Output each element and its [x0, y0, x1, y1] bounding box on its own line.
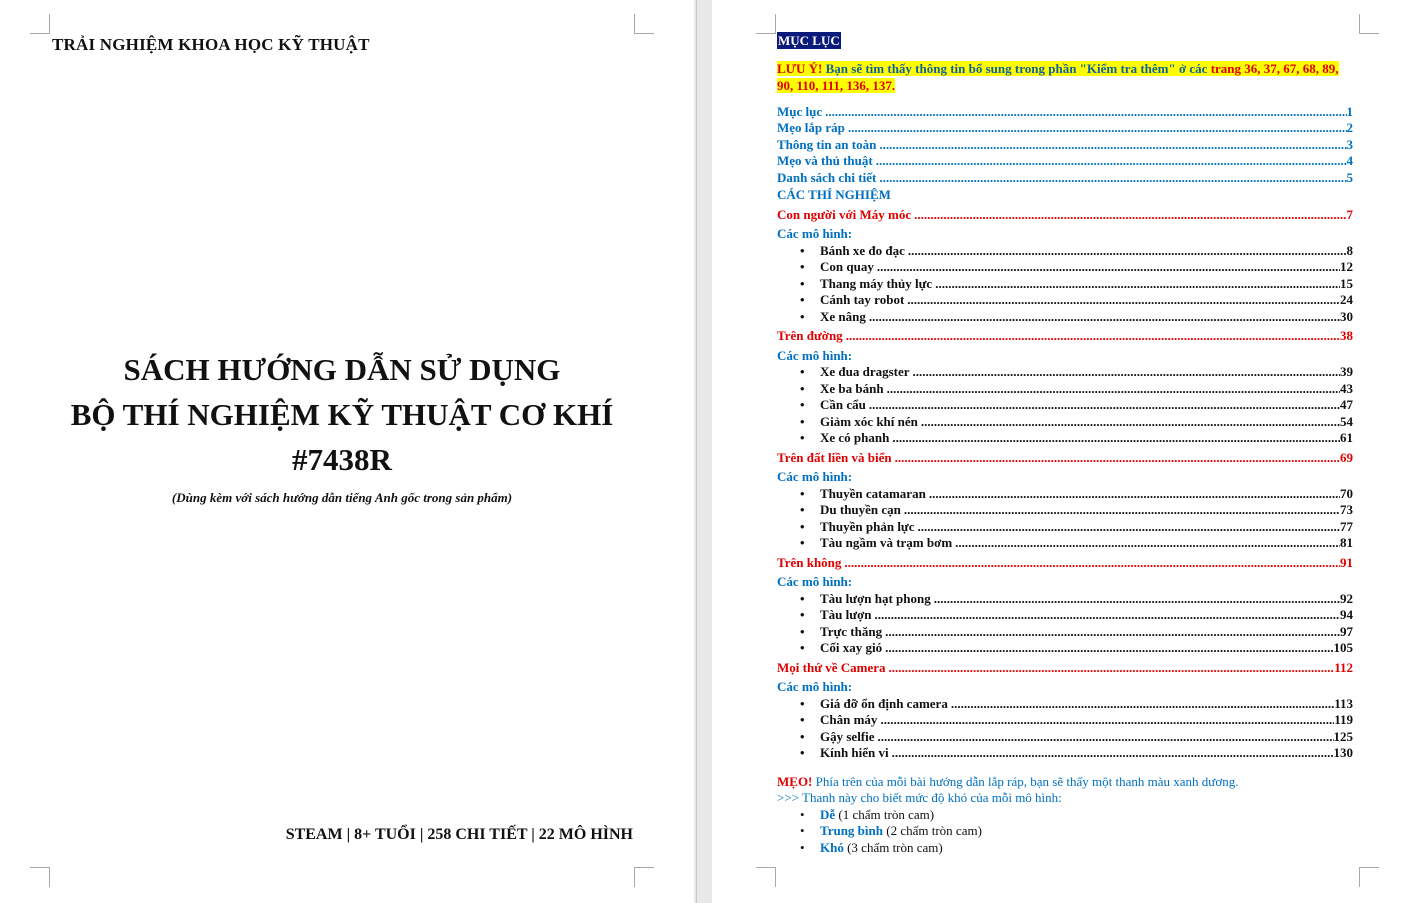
- toc-model-entry[interactable]: [777, 309, 1353, 326]
- toc-title: MỤC LỤC: [778, 33, 840, 48]
- difficulty-level-name: Trung bình: [820, 823, 883, 838]
- toc-entry-label: • Xe có phanh: [820, 430, 890, 445]
- crop-mark-bottom-left: [30, 867, 50, 887]
- cover-title-line-2: BỘ THÍ NGHIỆM KỸ THUẬT CƠ KHÍ: [70, 397, 614, 432]
- toc-entry-page: 105: [1333, 640, 1353, 655]
- difficulty-levels: [777, 807, 1353, 857]
- toc-entry-main[interactable]: [777, 137, 1353, 154]
- toc-dot-leader: [879, 170, 1346, 187]
- toc-entry-label: Mục lục: [777, 103, 823, 119]
- toc-entry-page: 113: [1334, 695, 1353, 711]
- toc-entry-page: 97: [1340, 623, 1353, 639]
- cover-footer: STEAM | 8+ TUỔI | 258 CHI TIẾT | 22 MÔ HÌNH: [285, 826, 633, 843]
- toc-dot-leader: [908, 243, 1347, 260]
- toc-note: [777, 60, 1353, 95]
- models-heading: Các mô hình:: [777, 574, 853, 589]
- crop-mark-top-left: [30, 14, 50, 34]
- note-prefix: LƯU Ý!: [777, 60, 823, 76]
- toc-entry-page: 8: [1346, 242, 1353, 258]
- toc-entry-main[interactable]: [777, 104, 1353, 121]
- crop-mark-bottom-right: [1359, 867, 1379, 887]
- toc-entry-page: 91: [1340, 554, 1353, 570]
- difficulty-level-item: [777, 807, 1353, 824]
- toc-entry-main[interactable]: [777, 153, 1353, 170]
- toc-entry-label: • Giảm xóc khí nén: [820, 413, 918, 429]
- models-heading: Các mô hình:: [777, 226, 853, 241]
- toc-section-entry[interactable]: [777, 555, 1353, 572]
- toc-model-entry[interactable]: [777, 430, 1353, 447]
- toc-model-entry[interactable]: [777, 519, 1353, 536]
- toc-dot-leader: [846, 328, 1340, 345]
- toc-entry-page: 39: [1340, 364, 1353, 379]
- toc-entry-label: • Cánh tay robot: [820, 292, 905, 307]
- toc-entry-page: 12: [1340, 259, 1353, 274]
- toc-entry-label: Trên đường: [777, 328, 843, 343]
- toc-entry-label: Trên không: [777, 554, 842, 570]
- toc-sections: [777, 207, 1353, 762]
- difficulty-level-item: [777, 840, 1353, 857]
- toc-dot-leader: [875, 607, 1341, 624]
- models-heading: Các mô hình:: [777, 347, 853, 363]
- difficulty-level-name: Khó: [820, 839, 844, 855]
- toc-model-entry[interactable]: [777, 591, 1353, 608]
- toc-dot-leader: [904, 502, 1340, 519]
- cover-title-block: [40, 348, 644, 506]
- toc-entry-page: 15: [1340, 275, 1353, 291]
- note-text: Bạn sẽ tìm thấy thông tin bổ sung trong phần "Kiểm tra thêm" ở các: [822, 60, 1211, 76]
- toc-entry-label: • Du thuyền cạn: [820, 502, 901, 517]
- toc-dot-leader: [895, 450, 1340, 467]
- toc-dot-leader: [887, 381, 1340, 398]
- toc-section-entry[interactable]: [777, 450, 1353, 467]
- toc-entry-page: 73: [1340, 502, 1353, 517]
- toc-section-entry[interactable]: [777, 207, 1353, 224]
- tips-line-1: Phía trên của mỗi bài hướng dẫn lắp ráp, bạn sẽ thấy một thanh màu xanh dương.: [812, 773, 1239, 789]
- toc-entry-label: • Gậy selfie: [820, 728, 875, 744]
- toc-entry-page: 54: [1340, 413, 1353, 429]
- cover-title-line-3: #7438R: [292, 442, 392, 477]
- toc-entry-page: 81: [1340, 535, 1353, 550]
- toc-dot-leader: [918, 519, 1340, 536]
- toc-entry-page: 2: [1346, 120, 1353, 135]
- toc-model-entry[interactable]: [777, 486, 1353, 503]
- crop-mark-top-left: [756, 14, 776, 34]
- experiments-heading: CÁC THÍ NGHIỆM: [777, 187, 891, 202]
- page-gutter: [696, 0, 697, 903]
- toc-entry-page: 92: [1340, 590, 1353, 606]
- cover-subtitle: (Dùng kèm với sách hướng dẫn tiếng Anh gốc trong sản phẩm): [171, 490, 513, 505]
- toc-model-entry[interactable]: [777, 364, 1353, 381]
- note-pages-label: trang: [1210, 60, 1242, 76]
- toc-dot-leader: [889, 660, 1335, 677]
- toc-main-entries: [777, 104, 1353, 187]
- difficulty-level-desc: (3 chấm tròn cam): [843, 839, 943, 855]
- toc-entry-page: 94: [1340, 607, 1353, 622]
- toc-dot-leader: [879, 137, 1346, 154]
- models-heading: Các mô hình:: [777, 469, 853, 484]
- toc-entry-label: • Bánh xe đo đạc: [820, 242, 905, 258]
- toc-entry-page: 70: [1340, 485, 1353, 501]
- toc-entry-page: 47: [1340, 397, 1353, 412]
- toc-model-entry[interactable]: [777, 745, 1353, 762]
- toc-model-entry[interactable]: [777, 243, 1353, 260]
- toc-dot-leader: [880, 712, 1334, 729]
- toc-entry-page: 69: [1340, 449, 1353, 465]
- toc-entry-page: 119: [1334, 712, 1353, 727]
- toc-dot-leader: [848, 120, 1347, 137]
- crop-mark-top-right: [1359, 14, 1379, 34]
- toc-model-entry[interactable]: [777, 502, 1353, 519]
- toc-entry-label: • Xe nâng: [820, 308, 866, 324]
- note-pages: 36, 37, 67, 68, 89, 90, 110, 111, 136, 137.: [777, 60, 1339, 93]
- toc-entry-label: • Thuyền catamaran: [820, 485, 926, 501]
- toc-dot-leader: [921, 414, 1340, 431]
- toc-entry-label: Thông tin an toàn: [777, 136, 877, 152]
- toc-entry-label: • Cần cẩu: [820, 397, 866, 412]
- right-page: [712, 0, 1417, 903]
- toc-entry-label: • Tàu lượn: [820, 607, 872, 622]
- models-heading: Các mô hình:: [777, 679, 853, 694]
- difficulty-level-desc: (1 chấm tròn cam): [835, 806, 935, 822]
- toc-model-entry[interactable]: [777, 397, 1353, 414]
- cover-title-line-1: SÁCH HƯỚNG DẪN SỬ DỤNG: [123, 352, 561, 387]
- toc-entry-page: 112: [1334, 659, 1353, 675]
- toc-entry-label: • Thang máy thủy lực: [820, 275, 933, 291]
- toc-dot-leader: [914, 207, 1346, 224]
- toc-dot-leader: [892, 745, 1334, 762]
- toc-entry-page: 38: [1340, 328, 1353, 343]
- toc-entry-label: • Kính hiển vi: [820, 745, 889, 760]
- toc-dot-leader: [907, 292, 1340, 309]
- toc-dot-leader: [876, 153, 1347, 170]
- toc-dot-leader: [951, 696, 1334, 713]
- toc-entry-page: 3: [1346, 136, 1353, 152]
- toc-dot-leader: [929, 486, 1340, 503]
- toc-entry-label: Danh sách chi tiết: [777, 169, 877, 185]
- toc-entry-page: 1: [1346, 103, 1353, 119]
- toc-entry-page: 61: [1340, 430, 1353, 445]
- difficulty-level-item: [777, 823, 1353, 840]
- table-of-contents: [777, 32, 1353, 856]
- toc-entry-label: • Tàu lượn hạt phong: [820, 590, 931, 606]
- toc-model-entry[interactable]: [777, 712, 1353, 729]
- crop-mark-bottom-right: [634, 867, 654, 887]
- toc-entry-page: 125: [1333, 728, 1353, 744]
- tips-line-2: >>> Thanh này cho biết mức độ khó của mỗi mô hình:: [777, 790, 1062, 805]
- toc-model-entry[interactable]: [777, 259, 1353, 276]
- toc-model-entry[interactable]: [777, 696, 1353, 713]
- toc-model-entry[interactable]: [777, 292, 1353, 309]
- toc-model-entry[interactable]: [777, 535, 1353, 552]
- crop-mark-top-right: [634, 14, 654, 34]
- tips-prefix: MẸO!: [777, 773, 813, 789]
- cover-header: TRẢI NGHIỆM KHOA HỌC KỸ THUẬT: [52, 35, 370, 54]
- toc-entry-label: • Xe ba bánh: [820, 380, 884, 396]
- toc-dot-leader: [934, 591, 1340, 608]
- toc-model-entry[interactable]: [777, 607, 1353, 624]
- toc-dot-leader: [844, 555, 1340, 572]
- toc-model-entry[interactable]: [777, 624, 1353, 641]
- toc-entry-label: • Xe đua dragster: [820, 364, 910, 379]
- left-page: [0, 0, 694, 903]
- toc-model-entry[interactable]: [777, 729, 1353, 746]
- toc-dot-leader: [878, 729, 1334, 746]
- toc-dot-leader: [869, 309, 1340, 326]
- toc-entry-label: • Cối xay gió: [820, 640, 883, 655]
- toc-entry-label: Trên đất liền và biển: [777, 449, 892, 465]
- toc-entry-label: • Chân máy: [820, 712, 878, 727]
- toc-section-entry[interactable]: [777, 328, 1353, 345]
- toc-entry-page: 24: [1340, 292, 1353, 307]
- toc-entry-page: 5: [1346, 169, 1353, 185]
- toc-entry-page: 77: [1340, 518, 1353, 534]
- toc-dot-leader: [885, 640, 1333, 657]
- toc-dot-leader: [935, 276, 1340, 293]
- toc-entry-label: • Thuyền phản lực: [820, 518, 915, 534]
- toc-entry-main[interactable]: [777, 170, 1353, 187]
- toc-entry-label: Mẹo lắp ráp: [777, 120, 845, 135]
- toc-entry-label: • Tàu ngầm và trạm bơm: [820, 535, 953, 550]
- toc-dot-leader: [869, 397, 1340, 414]
- toc-model-entry[interactable]: [777, 381, 1353, 398]
- toc-entry-label: Mẹo và thủ thuật: [777, 153, 873, 168]
- toc-entry-page: 43: [1340, 380, 1353, 396]
- toc-model-entry[interactable]: [777, 640, 1353, 657]
- toc-entry-label: • Con quay: [820, 259, 874, 274]
- toc-dot-leader: [885, 624, 1340, 641]
- difficulty-level-name: Dễ: [820, 806, 836, 822]
- crop-mark-bottom-left: [756, 867, 776, 887]
- toc-entry-label: • Giá đỡ ổn định camera: [820, 695, 948, 711]
- toc-section-entry[interactable]: [777, 660, 1353, 677]
- toc-dot-leader: [825, 104, 1346, 121]
- toc-entry-label: Con người với Máy móc: [777, 206, 912, 222]
- toc-entry-page: 7: [1346, 206, 1353, 222]
- toc-model-entry[interactable]: [777, 414, 1353, 431]
- difficulty-level-desc: (2 chấm tròn cam): [883, 823, 982, 838]
- toc-entry-main[interactable]: [777, 120, 1353, 137]
- toc-dot-leader: [913, 364, 1340, 381]
- tips-block: [777, 774, 1353, 857]
- toc-dot-leader: [955, 535, 1340, 552]
- toc-entry-page: 130: [1333, 745, 1353, 760]
- toc-dot-leader: [877, 259, 1340, 276]
- toc-entry-label: • Trực thăng: [820, 623, 883, 639]
- toc-entry-label: Mọi thứ về Camera: [777, 659, 886, 675]
- toc-entry-page: 30: [1340, 308, 1353, 324]
- toc-dot-leader: [892, 430, 1340, 447]
- toc-entry-page: 4: [1346, 153, 1353, 168]
- toc-model-entry[interactable]: [777, 276, 1353, 293]
